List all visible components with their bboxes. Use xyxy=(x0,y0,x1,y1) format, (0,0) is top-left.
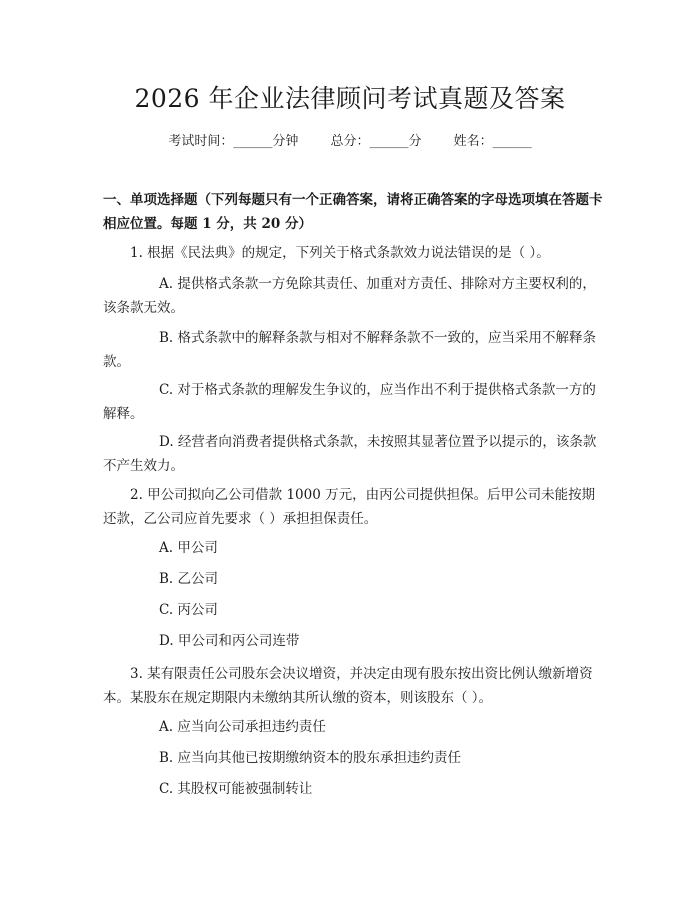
question-stem: 2. 甲公司拟向乙公司借款 1000 万元，由丙公司提供担保。后甲公司未能按期还款，乙公司应首先要求（ ）承担担保责任。 xyxy=(103,487,596,527)
section-heading: 一、单项选择题（下列每题只有一个正确答案，请将正确答案的字母选项填在答题卡相应位置。每题 1 分，共 20 分） xyxy=(103,192,603,232)
question-option: A. 应当向公司承担违约责任 xyxy=(159,719,326,735)
total-score-field: 总分：______分 xyxy=(330,134,422,149)
exam-info-line xyxy=(0,133,700,151)
question-option: A. 提供格式条款一方免除其责任、加重对方责任、排除对方主要权利的，该条款无效。 xyxy=(103,276,596,316)
question-option: B. 乙公司 xyxy=(159,571,219,587)
question-option: C. 其股权可能被强制转让 xyxy=(159,781,313,797)
question-option: D. 甲公司和丙公司连带 xyxy=(159,633,300,649)
question-option: C. 对于格式条款的理解发生争议的，应当作出不利于提供格式条款一方的解释。 xyxy=(103,382,596,422)
question-option: B. 格式条款中的解释条款与相对不解释条款不一致的，应当采用不解释条款。 xyxy=(103,330,597,370)
exam-time-field: 考试时间：______分钟 xyxy=(168,134,299,149)
page-title: 2026 年企业法律顾问考试真题及答案 xyxy=(134,84,566,113)
question-option: A. 甲公司 xyxy=(159,540,218,556)
question-stem: 1. 根据《民法典》的规定，下列关于格式条款效力说法错误的是（ ）。 xyxy=(130,245,550,261)
question-option: D. 经营者向消费者提供格式条款，未按照其显著位置予以提示的，该条款不产生效力。 xyxy=(103,434,597,474)
question-option: B. 应当向其他已按期缴纳资本的股东承担违约责任 xyxy=(159,750,462,766)
question-option: C. 丙公司 xyxy=(159,602,218,618)
question-stem: 3. 某有限责任公司股东会决议增资，并决定由现有股东按出资比例认缴新增资本。某股东在规定期限内未缴纳其所认缴的资本，则该股东（ ）。 xyxy=(103,666,593,706)
student-name-field: 姓名：______ xyxy=(453,134,532,149)
